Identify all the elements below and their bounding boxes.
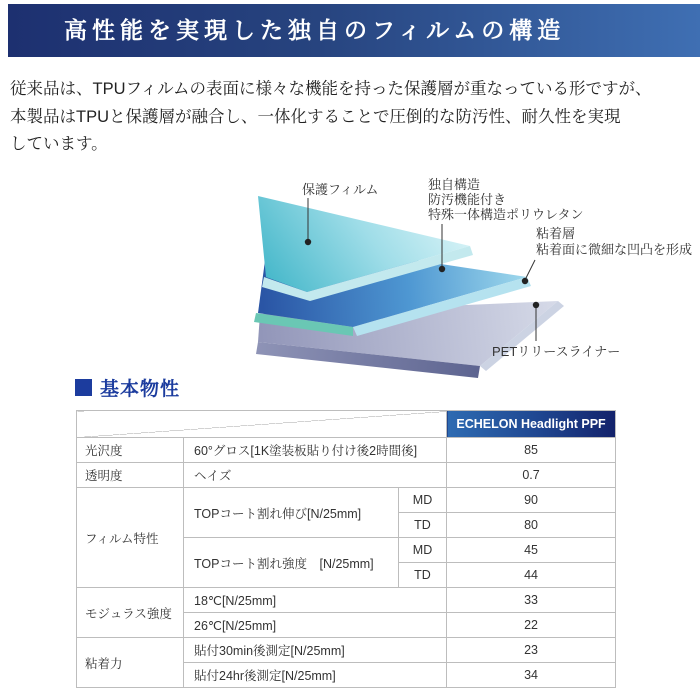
product-column-header: ECHELON Headlight PPF [447,411,616,438]
row-value: 44 [447,563,616,588]
page-title: 高性能を実現した独自のフィルムの構造 [64,17,566,44]
table-corner-cell [77,411,447,438]
blue-square-bullet-icon [75,379,92,396]
table-row [77,638,616,663]
intro-line: 本製品はTPUと保護層が融合し、一体化することで圧倒的な防汚性、耐久性を実現 [10,107,621,126]
table-row [77,588,616,613]
marker-dot [533,302,539,308]
label-unique-structure-line2: 防汚機能付き [428,192,507,207]
row-direction: TD [399,513,447,538]
film-structure-diagram [170,170,700,380]
row-direction: MD [399,488,447,513]
leader-line [526,260,535,278]
intro-line: しています。 [10,135,108,153]
row-test: 貼付24hr後測定[N/25mm] [184,663,447,688]
intro-line: 従来品は、TPUフィルムの表面に様々な機能を持った保護層が重なっている形ですが、 [10,80,652,98]
row-direction: MD [399,538,447,563]
row-category: モジュラス強度 [77,588,184,638]
row-value: 34 [447,663,616,688]
row-category: フィルム特性 [77,488,184,588]
marker-dot [522,278,528,284]
row-value: 33 [447,588,616,613]
label-protective-film: 保護フィルム [302,182,379,197]
row-test: 60°グロス[1K塗装板貼り付け後2時間後] [184,438,447,463]
row-test: ヘイズ [184,463,447,488]
intro-paragraph [10,76,696,159]
section-title-text: 基本物性 [100,379,181,400]
label-adhesive-layer-line2: 粘着面に微細な凹凸を形成 [536,242,693,257]
row-category: 光沢度 [77,438,184,463]
row-value: 85 [447,438,616,463]
table-row [77,463,616,488]
row-test: TOPコート割れ強度 [N/25mm] [184,538,399,588]
table-header-row [77,411,616,438]
properties-table [76,410,616,688]
row-category: 透明度 [77,463,184,488]
row-value: 22 [447,613,616,638]
page-header-banner [8,4,700,57]
table-row [77,438,616,463]
row-value: 45 [447,538,616,563]
row-category: 粘着力 [77,638,184,688]
row-value: 0.7 [447,463,616,488]
marker-dot [305,239,311,245]
label-pet-release-liner: PETリリースライナー [492,344,621,359]
label-unique-structure-line1: 独自構造 [428,177,481,192]
row-test: 18℃[N/25mm] [184,588,447,613]
section-title-basic-properties [75,374,180,401]
label-adhesive-layer-line1: 粘着層 [536,226,576,241]
row-test: TOPコート割れ伸び[N/25mm] [184,488,399,538]
label-unique-structure-line3: 特殊一体構造ポリウレタン [428,207,584,222]
row-test: 26℃[N/25mm] [184,613,447,638]
row-value: 90 [447,488,616,513]
marker-dot [439,266,445,272]
row-value: 80 [447,513,616,538]
row-direction: TD [399,563,447,588]
table-row [77,488,616,513]
row-value: 23 [447,638,616,663]
row-test: 貼付30min後測定[N/25mm] [184,638,447,663]
